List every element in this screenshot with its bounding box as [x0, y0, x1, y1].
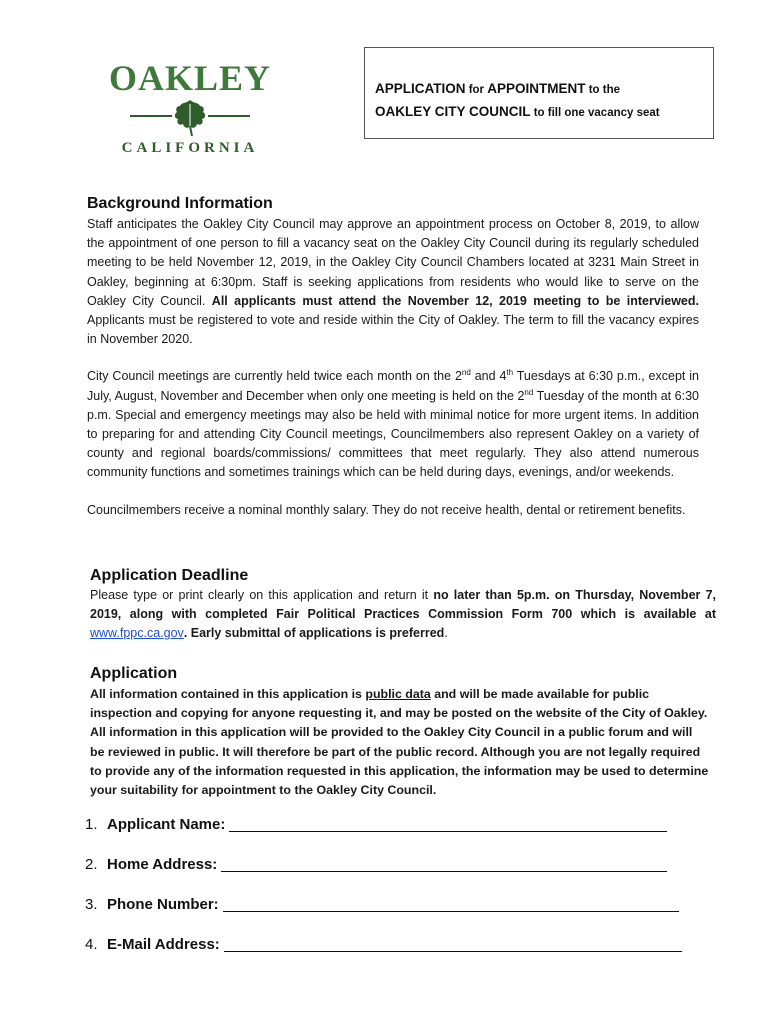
- oak-leaf-icon: [130, 96, 250, 138]
- app-text-b: and will be made available for public inspection and copying for anyone requesting it, and may be posted on the website of the City of Oakley. All information in this application will be provided to the Oakley City Council in a public forum and will be reviewed in public. It will therefore be part of the public record. Although you are not legally required to provide any of the information requested in this application, the information may be used to determine your suitability for appointment to the Oakley City Council.: [90, 687, 709, 798]
- field-number: 1.: [85, 816, 98, 833]
- title-box: [364, 47, 714, 139]
- bg-p2-d: Tuesday of the month at 6:30 p.m. Special and emergency meetings may also be held with minimal notice for more urgent items. In addition to preparing for and attending City Council meetings, Councilmembers also represent Oakley on a variety of county and regional boards/commissions/ committees that meet regularly. They also attend numerous community functions and sometimes trainings which can be held during days, evenings, and/or weekends.: [87, 388, 699, 480]
- title-for: for: [465, 84, 488, 96]
- bg-p2-sup2: th: [506, 368, 514, 378]
- background-section: [87, 194, 699, 520]
- public-data-underlined: public data: [365, 687, 431, 701]
- application-section: [90, 664, 710, 800]
- field-number: 4.: [85, 936, 98, 953]
- title-line-2: [375, 101, 713, 124]
- title-application: APPLICATION: [375, 81, 466, 96]
- bg-p2-c: Tuesdays at 6:30 p.m., except in July, August, November and December when only one meeting is held on the 2: [87, 369, 700, 403]
- app-text-a: All information contained in this application is: [90, 687, 366, 701]
- deadline-text: Please type or print clearly on this application and return it: [90, 588, 434, 602]
- background-heading: Background Information: [87, 195, 273, 212]
- deadline-heading: Application Deadline: [90, 567, 249, 584]
- title-council: OAKLEY CITY COUNCIL: [375, 104, 531, 119]
- bg-p2-a: City Council meetings are currently held twice each month on the 2: [87, 369, 462, 384]
- bg-p2-sup3: nd: [524, 387, 534, 397]
- background-paragraph-2: [87, 367, 699, 482]
- field-phone-number: [85, 895, 705, 935]
- bg-p1-bold: All applicants must attend the November 12, 2019 meeting to be interviewed.: [211, 293, 699, 308]
- bg-p1-tail: Applicants must be registered to vote and reside within the City of Oakley. The term to fill the vacancy expires in November 2020.: [87, 313, 699, 347]
- field-label: Phone Number:: [107, 896, 219, 913]
- bg-p2-sup1: nd: [461, 368, 471, 378]
- fppc-link[interactable]: www.fppc.ca.gov: [90, 626, 184, 641]
- field-label: Applicant Name:: [107, 816, 226, 833]
- field-applicant-name: [85, 815, 705, 855]
- oakley-logo: [100, 58, 280, 162]
- form-fields: [85, 815, 705, 975]
- bg-p1-text: Staff anticipates the Oakley City Council may approve an appointment process on October 8, 2019, to allow the appointment of one person to fill a vacancy seat on the Oakley City Council during its regularly scheduled meeting to be held November 12, 2019, in the Oakley City Council Chambers located at 3231 Main Street in Oakley, beginning at 6:30pm. Staff is seeking applications from residents who would like to serve on the Oakley City Council.: [87, 217, 699, 308]
- field-number: 3.: [85, 896, 98, 913]
- title-line-1: [375, 78, 713, 101]
- email-address-input[interactable]: [224, 935, 682, 952]
- field-label: E-Mail Address:: [107, 936, 220, 953]
- field-email-address: [85, 935, 705, 975]
- deadline-bold: no later than 5p.m. on Thursday, November 7, 2019, along with completed Fair Political Practices Commission Form 700 which is available at: [90, 588, 716, 622]
- applicant-name-input[interactable]: [229, 815, 667, 832]
- logo-state: CALIFORNIA: [121, 140, 259, 156]
- home-address-input[interactable]: [221, 855, 667, 872]
- phone-number-input[interactable]: [223, 895, 679, 912]
- deadline-section: [90, 566, 716, 644]
- title-vacancy: to fill one vacancy seat: [530, 107, 660, 119]
- title-to-the: to the: [585, 84, 620, 96]
- bg-p2-b: and 4: [470, 369, 507, 384]
- field-number: 2.: [85, 856, 98, 873]
- background-paragraph-3: Councilmembers receive a nominal monthly salary. They do not receive health, dental or retirement benefits.: [87, 502, 686, 517]
- deadline-paragraph: [90, 586, 716, 644]
- deadline-end: .: [444, 626, 448, 641]
- deadline-bold-2: . Early submittal of applications is preferred: [183, 626, 445, 641]
- application-heading: Application: [90, 665, 178, 682]
- background-paragraph-1: [87, 215, 699, 349]
- field-home-address: [85, 855, 705, 895]
- application-paragraph: [90, 685, 710, 800]
- field-label: Home Address:: [107, 856, 218, 873]
- title-appointment: APPOINTMENT: [487, 81, 586, 96]
- logo-wordmark: OAKLEY: [108, 58, 272, 98]
